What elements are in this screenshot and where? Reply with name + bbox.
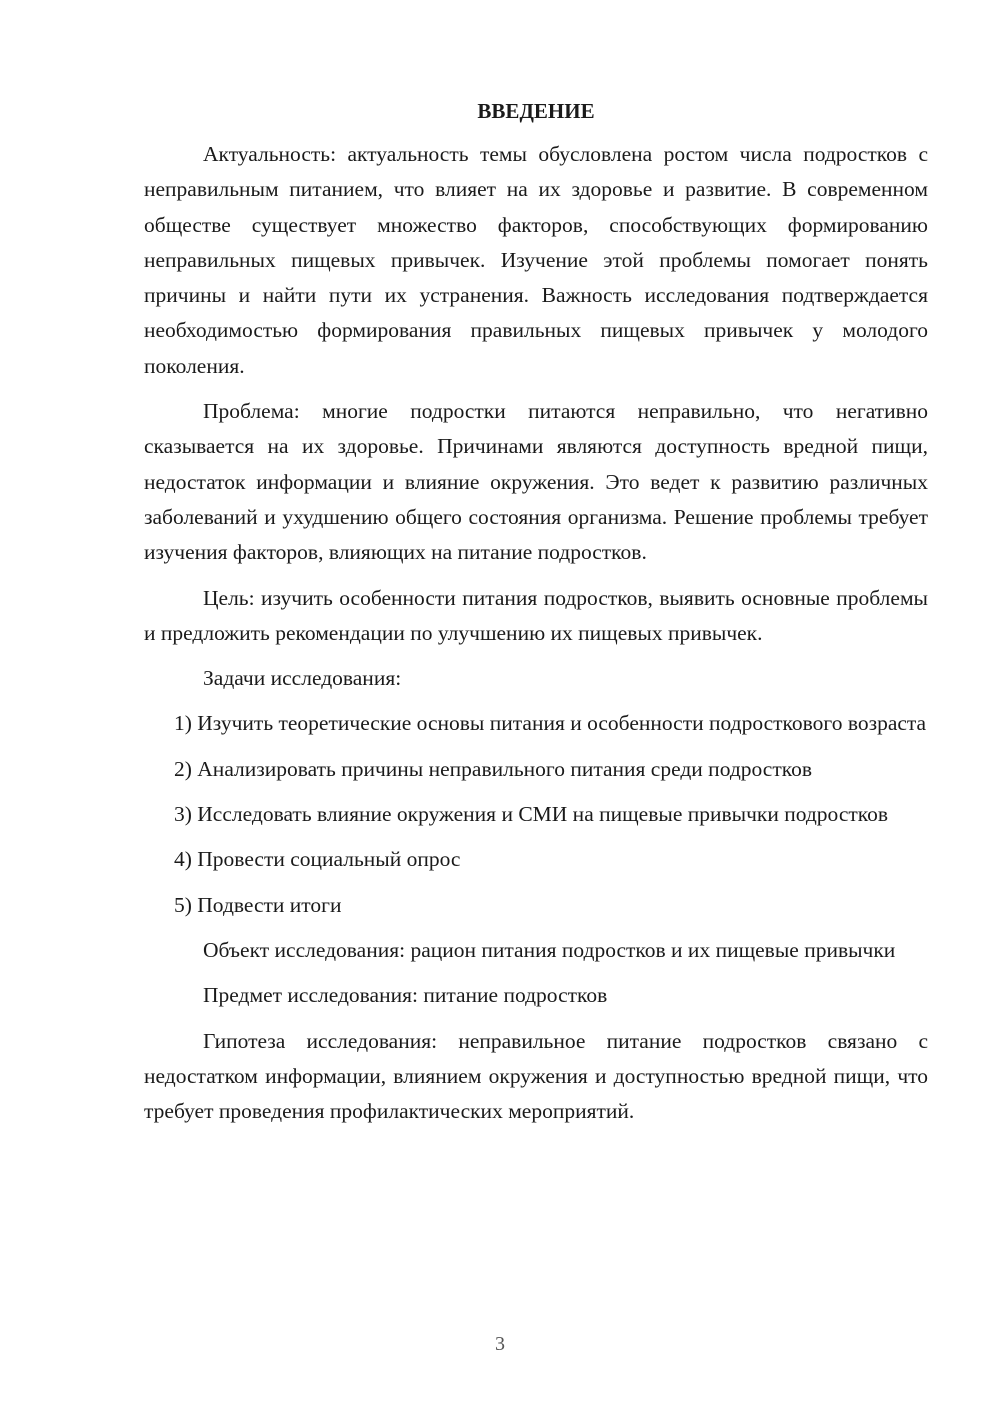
paragraph-hypothesis: Гипотеза исследования: неправильное питание подростков связано с недостатком информации, влиянием окружения и доступностью вредной пищи, что требует проведения профилактических мероприятий.	[144, 1028, 928, 1124]
tasks-heading: Задачи исследования:	[203, 666, 402, 691]
paragraph-object: Объект исследования: рацион питания подростков и их пищевые привычки	[203, 937, 896, 962]
section-title: ВВЕДЕНИЕ	[477, 99, 595, 123]
task-item-3: 3) Исследовать влияние окружения и СМИ на пищевые привычки подростков	[174, 802, 889, 827]
paragraph-relevance: Актуальность: актуальность темы обусловлена ростом числа подростков с неправильным питанием, что влияет на их здоровье и развитие. В современном обществе существует множество факторов, способствующих формированию неправильных пищевых привычек. Изучение этой проблемы помогает понять причины и найти пути их устранения. Важность исследования подтверждается необходимостью формирования правильных пищевых привычек у молодого поколения.	[144, 142, 928, 378]
paragraph-goal: Цель: изучить особенности питания подростков, выявить основные проблемы и предложить рекомендации по улучшению их пищевых привычек.	[144, 585, 928, 645]
task-item-4: 4) Провести социальный опрос	[174, 847, 461, 872]
task-item-2: 2) Анализировать причины неправильного питания среди подростков	[174, 756, 812, 781]
paragraph-problem: Проблема: многие подростки питаются неправильно, что негативно сказывается на их здоровье. Причинами являются доступность вредной пищи, недостаток информации и влияние окружения. Это ведет к развитию различных заболеваний и ухудшению общего состояния организма. Решение проблемы требует изучения факторов, влияющих на питание подростков.	[144, 399, 928, 565]
task-item-5: 5) Подвести итоги	[174, 892, 342, 917]
page-number: 3	[495, 1333, 505, 1355]
document-page	[144, 95, 928, 1139]
paragraph-subject: Предмет исследования: питание подростков	[203, 983, 608, 1008]
task-item-1: 1) Изучить теоретические основы питания и особенности подросткового возраста	[174, 711, 927, 736]
